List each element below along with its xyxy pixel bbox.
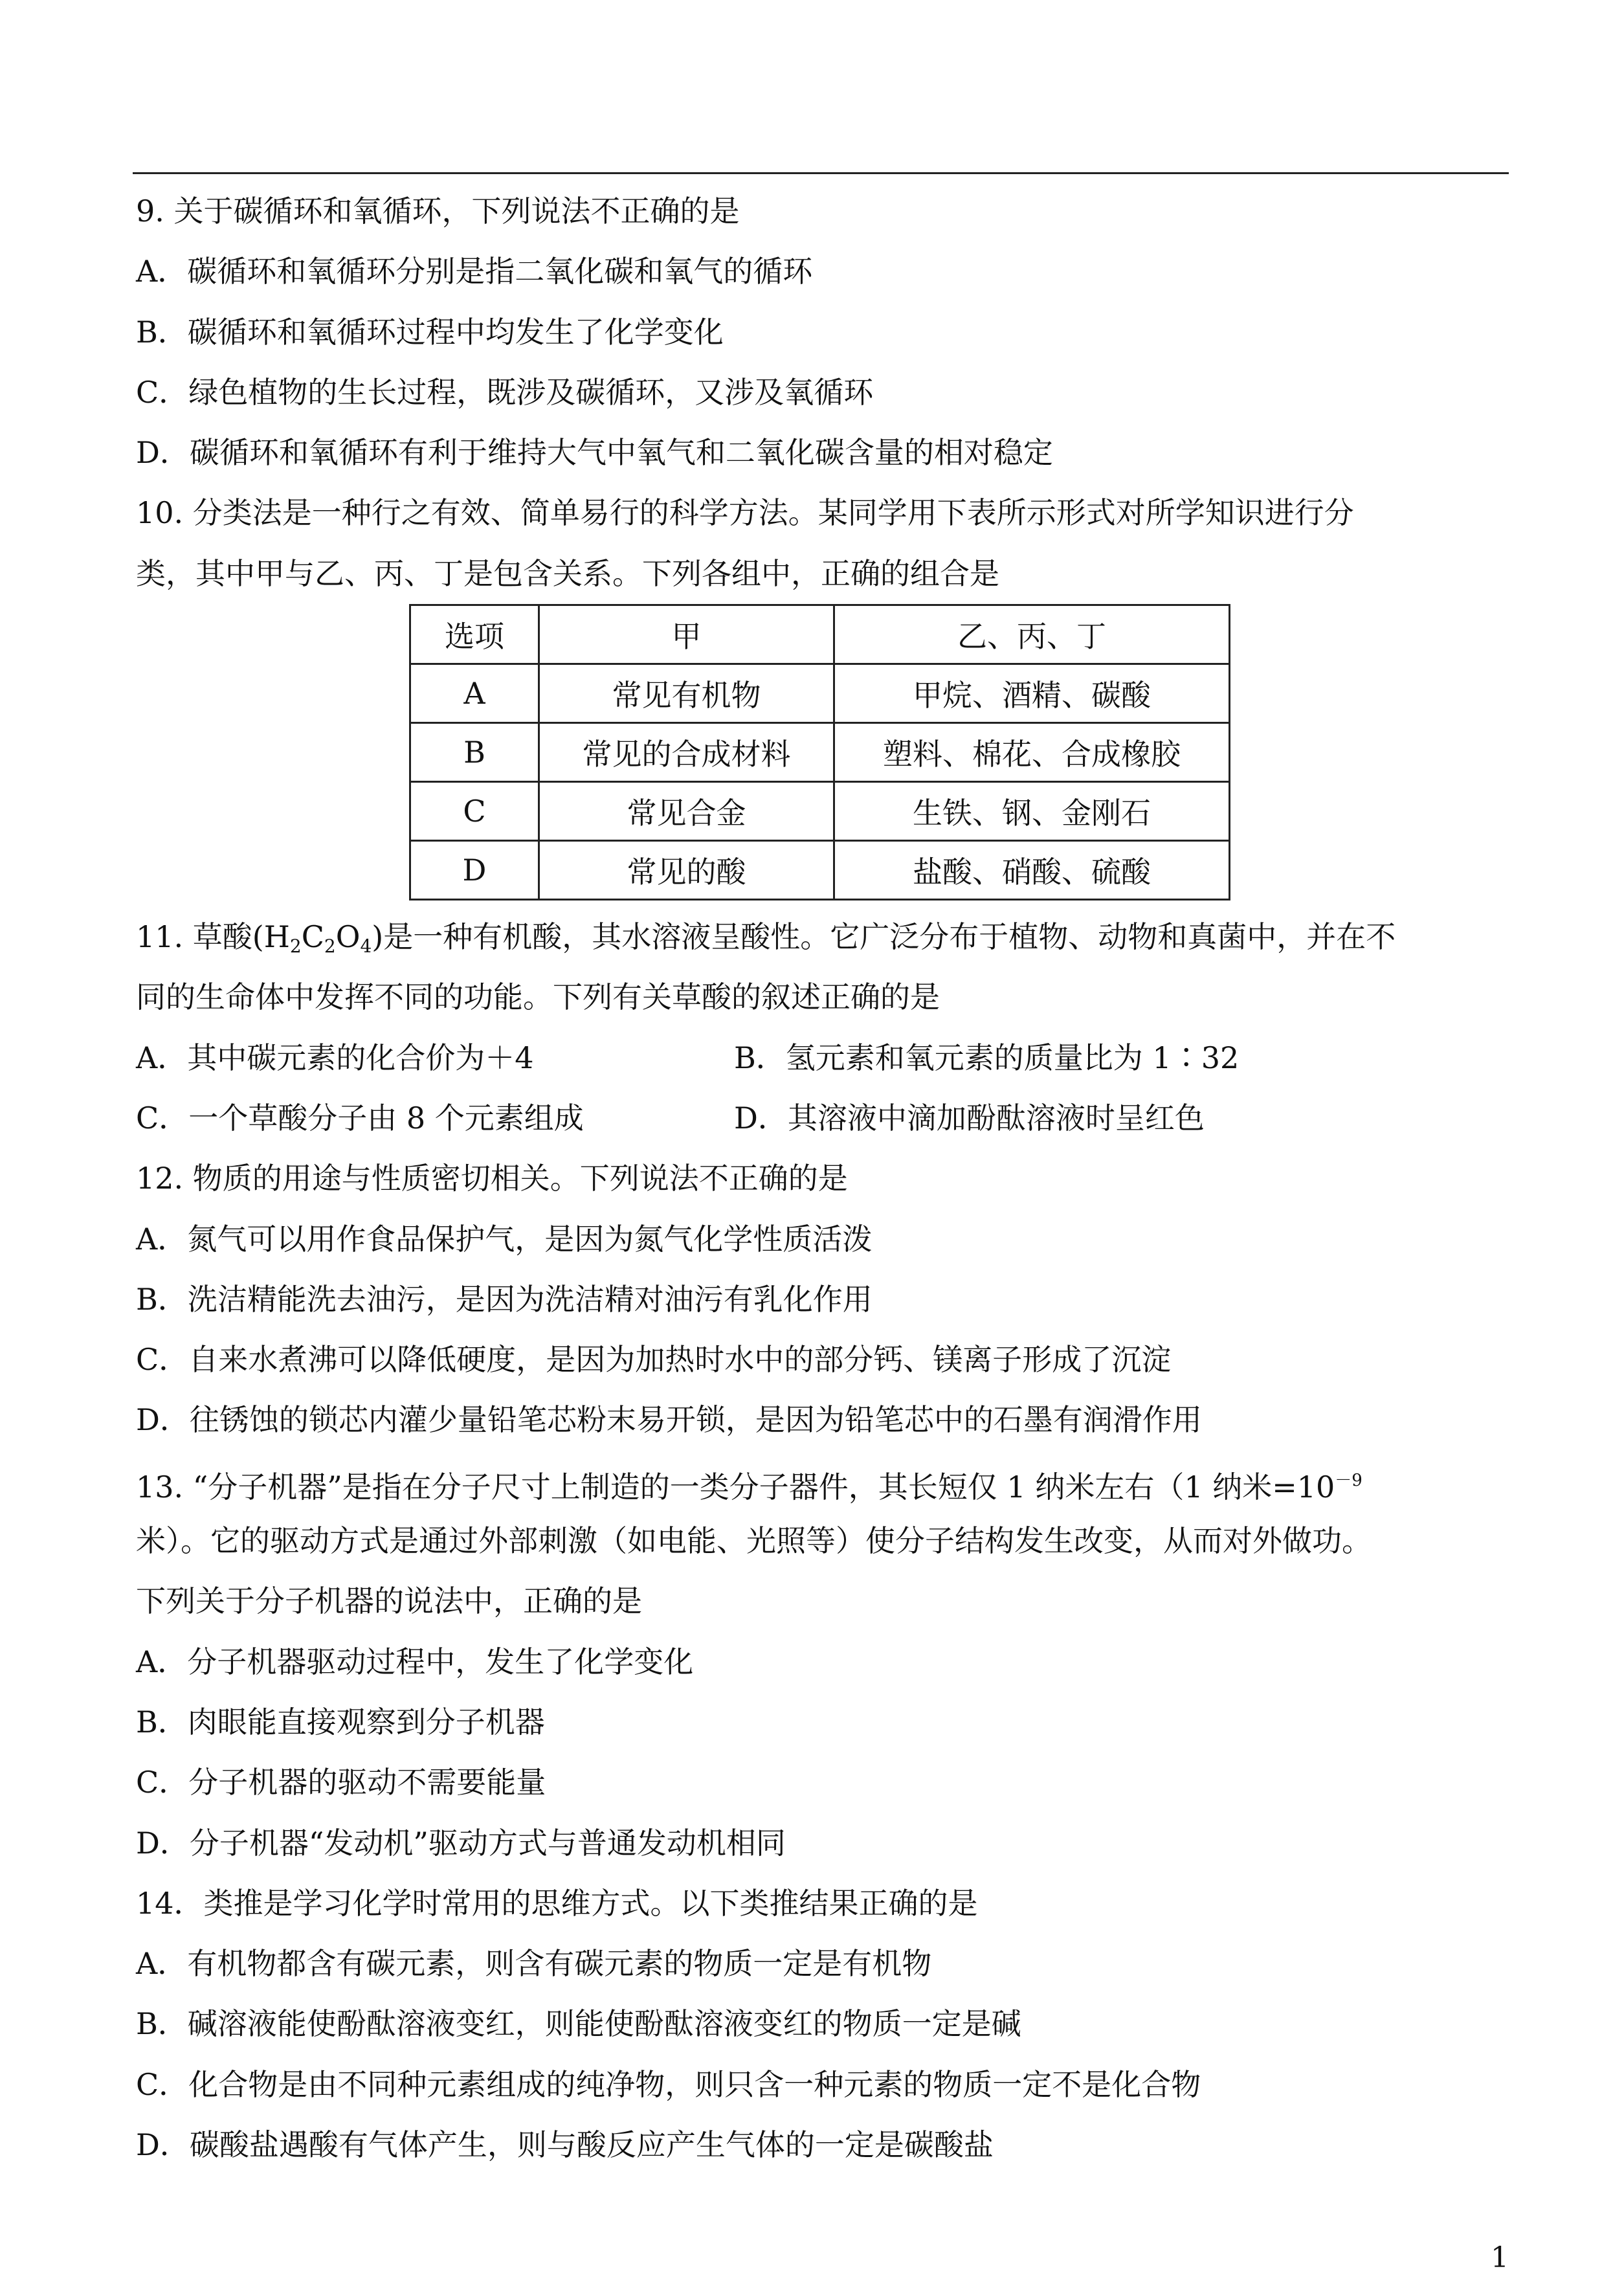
stem-text: 13. “分子机器”是指在分子尺寸上制造的一类分子器件，其长短仅 1 纳米左右（1 纳米=10: [136, 1469, 1335, 1504]
formula-element: H: [263, 919, 290, 955]
table-cell: D: [410, 841, 539, 900]
table-cell: 常见的合成材料: [539, 723, 834, 782]
table-row: [410, 841, 1230, 900]
option-c: C．一个草酸分子由 8 个元素组成: [136, 1100, 584, 1135]
option-a: A．氮气可以用作食品保护气，是因为氮气化学性质活泼: [136, 1221, 873, 1257]
option-d: D．其溶液中滴加酚酞溶液时呈红色: [734, 1100, 1205, 1135]
option-c: C．分子机器的驱动不需要能量: [136, 1765, 546, 1800]
question-9: [136, 181, 1511, 483]
options-row: [136, 1088, 1511, 1148]
question-12: [136, 1148, 1511, 1450]
question-stem: 10. 分类法是一种行之有效、简单易行的科学方法。某同学用下表所示形式对所学知识进行分: [136, 495, 1354, 531]
option-c: C．化合物是由不同种元素组成的纯净物，则只含一种元素的物质一定不是化合物: [136, 2066, 1201, 2102]
header-cell: 选项: [410, 605, 539, 664]
question-stem: 米）。它的驱动方式是通过外部刺激（如电能、光照等）使分子结构发生改变，从而对外做功。: [136, 1523, 1372, 1559]
question-stem: 同的生命体中发挥不同的功能。下列有关草酸的叙述正确的是: [136, 979, 940, 1015]
option-d: D．分子机器“发动机”驱动方式与普通发动机相同: [136, 1825, 786, 1861]
oxalic-acid-formula: [263, 919, 372, 957]
question-10: [136, 483, 1511, 900]
option-a: A．有机物都含有碳元素，则含有碳元素的物质一定是有机物: [136, 1946, 932, 1982]
formula-element: O: [335, 919, 361, 955]
exam-page: [136, 181, 1511, 2175]
question-stem: 9. 关于碳循环和氧循环，下列说法不正确的是: [136, 194, 740, 229]
table-row: [410, 782, 1230, 841]
option-b: B．洗洁精能洗去油污，是因为洗洁精对油污有乳化作用: [136, 1281, 873, 1317]
question-11: [136, 907, 1511, 1148]
option-d: D．往锈蚀的锁芯内灌少量铅笔芯粉末易开锁，是因为铅笔芯中的石墨有润滑作用: [136, 1402, 1202, 1438]
table-cell: 常见合金: [539, 782, 834, 841]
option-b: B．肉眼能直接观察到分子机器: [136, 1704, 545, 1739]
option-d: D．碳酸盐遇酸有气体产生，则与酸反应产生气体的一定是碳酸盐: [136, 2127, 994, 2163]
classification-table: [409, 604, 1230, 900]
stem-prefix: 11. 草酸(: [136, 919, 264, 955]
header-cell: 甲: [539, 605, 834, 664]
stem-suffix: )是一种有机酸，其水溶液呈酸性。它广泛分布于植物、动物和真菌中，并在不: [372, 919, 1396, 955]
table-cell: 常见的酸: [539, 841, 834, 900]
table-header-row: [410, 605, 1230, 664]
table-cell: 甲烷、酒精、碳酸: [834, 664, 1230, 723]
question-stem: [136, 1451, 1511, 1511]
options-row: [136, 1028, 1511, 1088]
formula-subscript: 2: [324, 935, 336, 957]
table-cell: 常见有机物: [539, 664, 834, 723]
option-b: B．氢元素和氧元素的质量比为 1∶32: [734, 1040, 1240, 1075]
option-c: C．自来水煮沸可以降低硬度，是因为加热时水中的部分钙、镁离子形成了沉淀: [136, 1342, 1172, 1378]
page-number: 1: [1491, 2241, 1509, 2274]
option-b: B．碳循环和氧循环过程中均发生了化学变化: [136, 314, 724, 350]
formula-subscript: 4: [360, 935, 372, 957]
question-13: [136, 1451, 1511, 1874]
table-row: [410, 723, 1230, 782]
table-cell: C: [410, 782, 539, 841]
exponent: －9: [1335, 1470, 1363, 1490]
formula-element: C: [301, 919, 324, 955]
table-cell: A: [410, 664, 539, 723]
table-cell: 盐酸、硝酸、硫酸: [834, 841, 1230, 900]
option-a: A．碳循环和氧循环分别是指二氧化碳和氧气的循环: [136, 254, 813, 289]
header-cell: 乙、丙、丁: [834, 605, 1230, 664]
table-cell: B: [410, 723, 539, 782]
question-stem: 14．类推是学习化学时常用的思维方式。以下类推结果正确的是: [136, 1885, 978, 1921]
header-rule: [133, 172, 1509, 174]
question-stem: 类，其中甲与乙、丙、丁是包含关系。下列各组中，正确的组合是: [136, 555, 999, 591]
option-a: A．分子机器驱动过程中，发生了化学变化: [136, 1644, 694, 1679]
question-stem: 12. 物质的用途与性质密切相关。下列说法不正确的是: [136, 1161, 848, 1196]
question-stem: [136, 907, 1511, 967]
option-c: C．绿色植物的生长过程，既涉及碳循环，又涉及氧循环: [136, 374, 874, 410]
table-row: [410, 664, 1230, 723]
option-a: A．其中碳元素的化合价为＋4: [136, 1040, 534, 1075]
option-b: B．碱溶液能使酚酞溶液变红，则能使酚酞溶液变红的物质一定是碱: [136, 2006, 1021, 2042]
table-cell: 生铁、钢、金刚石: [834, 782, 1230, 841]
question-14: [136, 1874, 1511, 2175]
question-stem: 下列关于分子机器的说法中，正确的是: [136, 1583, 642, 1619]
table-cell: 塑料、棉花、合成橡胶: [834, 723, 1230, 782]
formula-subscript: 2: [289, 935, 302, 957]
option-d: D．碳循环和氧循环有利于维持大气中氧气和二氧化碳含量的相对稳定: [136, 435, 1053, 471]
